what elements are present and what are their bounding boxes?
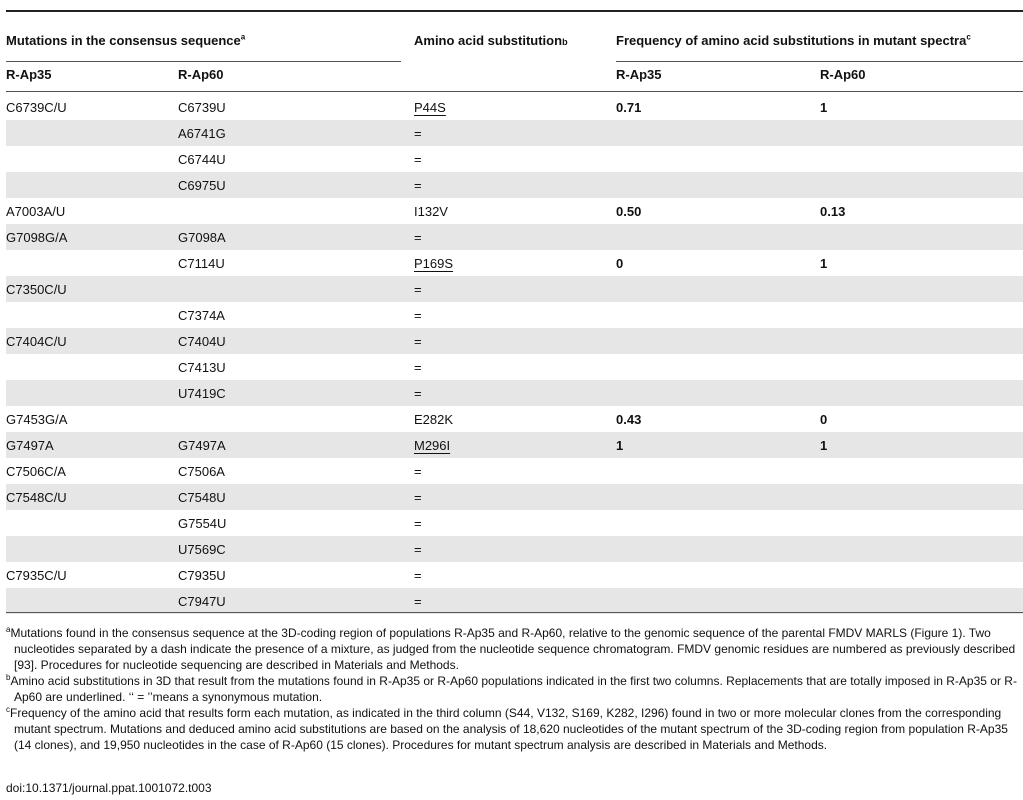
cell-c3: P169S: [414, 256, 454, 271]
table-row: [6, 328, 1023, 354]
cell-c1: C7350C/U: [6, 282, 67, 297]
cell-c2: G7497A: [178, 438, 226, 453]
cell-c5: 0.13: [820, 204, 846, 219]
cell-c2: C7548U: [178, 490, 226, 505]
frequency-subrule: [616, 61, 1023, 62]
cell-c3: M296I: [414, 438, 451, 453]
cell-c2: C7935U: [178, 568, 226, 583]
cell-c1: C6739C/U: [6, 100, 67, 115]
table-row: [6, 510, 1023, 536]
cell-c2: C7114U: [178, 256, 225, 271]
cell-c3: =: [414, 152, 422, 167]
cell-c2: C7506A: [178, 464, 225, 479]
footnote-c: $^c$Frequency of the amino acid that results form each mutation, as indicated in the third column (S44, V132, S169, K282, I296) found in two or more molecular clones from the corresponding mutant spectrum. Mutations and deduced amino acid substitutions are based on the analysis of 18,620 nucleotides of the mutant spectrum of the 3D-coding region from population R-Ap35 (14 clones), and 19,950 nucleotides in the case of R-Ap60 (15 clones). Procedures for mutant spectrum analysis are described in Materials and Methods.: [6, 705, 1008, 752]
cell-c3: P44S: [414, 100, 446, 115]
cell-c3: =: [414, 178, 422, 193]
cell-c4: 0.71: [616, 100, 642, 115]
footnotes: [6, 625, 1023, 753]
header-mutations: Mutations in the consensus sequence$^a$: [6, 32, 246, 48]
top-rule: [6, 10, 1023, 12]
cell-c1: C7404C/U: [6, 334, 67, 349]
table-row: [6, 458, 1023, 484]
table-row: [6, 120, 1023, 146]
cell-c1: C7935C/U: [6, 568, 67, 583]
cell-c5: 0: [820, 412, 828, 427]
cell-c1: G7497A: [6, 438, 54, 453]
subheader-freq-r-ap35: R-Ap35: [616, 67, 662, 82]
cell-c3: =: [414, 516, 422, 531]
cell-c1: G7453G/A: [6, 412, 68, 427]
cell-c3: =: [414, 542, 422, 557]
cell-c2: C7374A: [178, 308, 225, 323]
table-row: [6, 224, 1023, 250]
table-row: [6, 406, 1023, 432]
cell-c3: E282K: [414, 412, 454, 427]
table-row: [6, 172, 1023, 198]
cell-c3: =: [414, 568, 422, 583]
cell-c2: C6975U: [178, 178, 226, 193]
cell-c3: =: [414, 464, 422, 479]
cell-c2: C7404U: [178, 334, 226, 349]
cell-c4: 0: [616, 256, 624, 271]
header-frequency: Frequency of amino acid substitutions in mutant spectra$^c$: [616, 32, 971, 48]
table-row: [6, 484, 1023, 510]
cell-c3: =: [414, 386, 422, 401]
cell-c3: =: [414, 282, 422, 297]
cell-c2: G7554U: [178, 516, 227, 531]
cell-c2: U7569C: [178, 542, 226, 557]
subheader-r-ap60: R-Ap60: [178, 67, 224, 82]
subheader-freq-r-ap60: R-Ap60: [820, 67, 866, 82]
cell-c1: G7098G/A: [6, 230, 68, 245]
cell-c3: =: [414, 308, 422, 323]
cell-c3: =: [414, 334, 422, 349]
cell-c3: =: [414, 126, 422, 141]
cell-c3: =: [414, 490, 422, 505]
cell-c2: C6744U: [178, 152, 226, 167]
table-row: [6, 250, 1023, 276]
table-row: [6, 432, 1023, 458]
header-amino-acid: Amino acid substitutionb: [414, 33, 568, 48]
table-row: [6, 276, 1023, 302]
cell-c3: =: [414, 230, 422, 245]
cell-c2: C7947U: [178, 594, 226, 609]
table-body: [6, 94, 1023, 614]
table-row: [6, 94, 1023, 120]
cell-c2: A6741G: [178, 126, 226, 141]
table-row: [6, 562, 1023, 588]
table-row: [6, 146, 1023, 172]
cell-c4: 0.50: [616, 204, 642, 219]
cell-c1: C7548C/U: [6, 490, 67, 505]
cell-c3: =: [414, 360, 422, 375]
cell-c4: 0.43: [616, 412, 642, 427]
cell-c5: 1: [820, 100, 828, 115]
cell-c2: G7098A: [178, 230, 226, 245]
cell-c5: 1: [820, 438, 828, 453]
cell-c3: I132V: [414, 204, 448, 219]
cell-c3: =: [414, 594, 422, 609]
table-row: [6, 302, 1023, 328]
footnote-b: $^b$Amino acid substitutions in 3D that result from the mutations found in R-Ap35 or R-Ap60 populations indicated in the first two columns. Replacements that are totally imposed in R-Ap35 or R-Ap60 are underlined. ‘‘ = ’’means a synonymous mutation.: [6, 673, 1017, 704]
table-row: [6, 354, 1023, 380]
cell-c5: 1: [820, 256, 828, 271]
cell-c1: A7003A/U: [6, 204, 66, 219]
bottom-rule: [6, 612, 1023, 613]
doi: doi:10.1371/journal.ppat.1001072.t003: [6, 781, 212, 795]
table-row: [6, 198, 1023, 224]
cell-c2: C7413U: [178, 360, 226, 375]
cell-c2: C6739U: [178, 100, 226, 115]
cell-c4: 1: [616, 438, 624, 453]
cell-c1: C7506C/A: [6, 464, 66, 479]
footnote-a: $^a$Mutations found in the consensus sequence at the 3D-coding region of populations R-Ap35 and R-Ap60, relative to the genomic sequence of the parental FMDV MARLS (Figure 1). Two nucleotides separated by a dash indicate the presence of a mixture, as judged from the nucleotide sequence chromatogram. FMDV genomic residues are numbered as previously described [93]. Procedures for nucleotide sequencing are described in Materials and Methods.: [6, 625, 1016, 672]
table-row: [6, 380, 1023, 406]
mutations-subrule: [6, 61, 401, 62]
table-row: [6, 536, 1023, 562]
cell-c2: U7419C: [178, 386, 226, 401]
header-rule: [6, 91, 1023, 92]
table-row: [6, 588, 1023, 614]
subheader-r-ap35: R-Ap35: [6, 67, 52, 82]
